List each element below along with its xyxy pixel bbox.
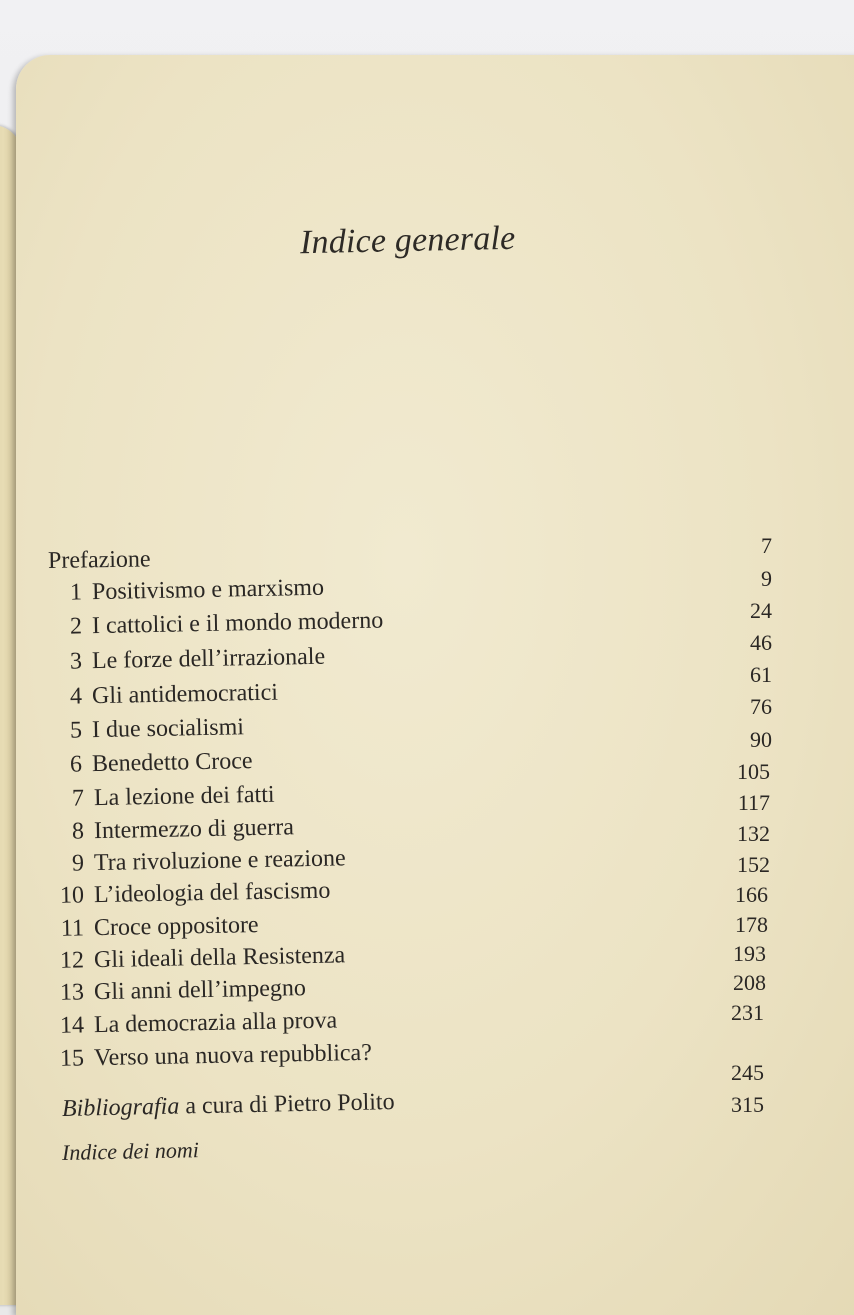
- chapter-number: 12: [59, 947, 85, 974]
- page-number: 231: [731, 1000, 764, 1025]
- chapter-title: Positivismo e marxismo: [91, 574, 325, 606]
- toc-entry: [50, 912, 259, 943]
- toc-entry: [50, 782, 275, 813]
- toc-entry: [50, 1040, 372, 1073]
- chapter-title: Gli antidemocratici: [91, 679, 279, 710]
- page-number: 61: [750, 662, 772, 687]
- toc-entry: [48, 680, 278, 711]
- toc-entry-index: [62, 1137, 199, 1166]
- toc-entry: [50, 814, 294, 846]
- index-label: Indice dei nomi: [61, 1137, 200, 1165]
- page-number: 9: [761, 566, 772, 591]
- page-number: 132: [737, 821, 770, 846]
- chapter-number: 4: [69, 683, 83, 710]
- chapter-title: Benedetto Croce: [91, 748, 253, 778]
- page-number: 193: [733, 941, 766, 966]
- chapter-title: Tra rivoluzione e reazione: [93, 845, 346, 877]
- toc-entry: [50, 942, 346, 975]
- chapter-number: 9: [71, 850, 85, 877]
- chapter-title: I due socialismi: [91, 714, 245, 744]
- page-title: Indice generale: [299, 219, 516, 262]
- chapter-number: 13: [59, 979, 85, 1006]
- chapter-title: Le forze dell’irrazionale: [91, 643, 326, 675]
- toc-entry: [48, 608, 384, 641]
- page-number: 7: [761, 533, 772, 558]
- toc-entry: [48, 748, 253, 779]
- page-number: 76: [750, 694, 772, 719]
- bibliography-editor: a cura di Pietro Polito: [179, 1089, 395, 1120]
- chapter-number: 15: [59, 1045, 85, 1072]
- chapter-number: 8: [71, 818, 85, 845]
- chapter-title: Gli ideali della Resistenza: [93, 942, 346, 974]
- toc-entry: [50, 975, 306, 1007]
- chapter-title: I cattolici e il mondo moderno: [91, 607, 384, 640]
- chapter-number: 2: [69, 613, 83, 640]
- chapter-number: 5: [69, 717, 83, 744]
- page-number: 90: [750, 727, 772, 752]
- toc-entry: [50, 878, 331, 910]
- toc-entry-bibliography: [62, 1089, 395, 1123]
- chapter-number: 10: [59, 882, 85, 909]
- toc-entry: [50, 1007, 338, 1040]
- chapter-number: 1: [69, 579, 83, 606]
- page-number: 105: [737, 759, 770, 784]
- chapter-title: Verso una nuova repubblica?: [93, 1039, 373, 1072]
- page-number: 24: [750, 598, 772, 623]
- page-number: 245: [731, 1060, 764, 1085]
- toc-entry-prefazione: [48, 546, 151, 575]
- page-number: 166: [735, 882, 768, 907]
- chapter-number: 7: [71, 785, 85, 812]
- chapter-title: La democrazia alla prova: [93, 1007, 338, 1039]
- bibliography-label: Bibliografia: [61, 1093, 180, 1122]
- chapter-title: Intermezzo di guerra: [93, 814, 295, 845]
- toc-entry: [48, 714, 244, 745]
- chapter-title: Croce oppositore: [93, 911, 259, 942]
- chapter-number: 14: [59, 1012, 85, 1039]
- chapter-number: 3: [69, 648, 83, 675]
- toc-entry-title: Prefazione: [47, 546, 151, 574]
- chapter-title: La lezione dei fatti: [93, 781, 275, 812]
- chapter-number: 6: [69, 751, 83, 778]
- toc-entry: [50, 845, 346, 878]
- toc-entry: [48, 644, 326, 676]
- page-number: 208: [733, 970, 766, 995]
- page-number: 178: [735, 912, 768, 937]
- toc-entry: [48, 575, 324, 607]
- page-number: 46: [750, 630, 772, 655]
- page-number: 117: [737, 790, 770, 815]
- chapter-title: L’ideologia del fascismo: [93, 877, 331, 909]
- page-number: 315: [731, 1092, 764, 1117]
- page-number: 152: [737, 852, 770, 877]
- chapter-number: 11: [60, 915, 85, 942]
- chapter-title: Gli anni dell’impegno: [93, 975, 307, 1006]
